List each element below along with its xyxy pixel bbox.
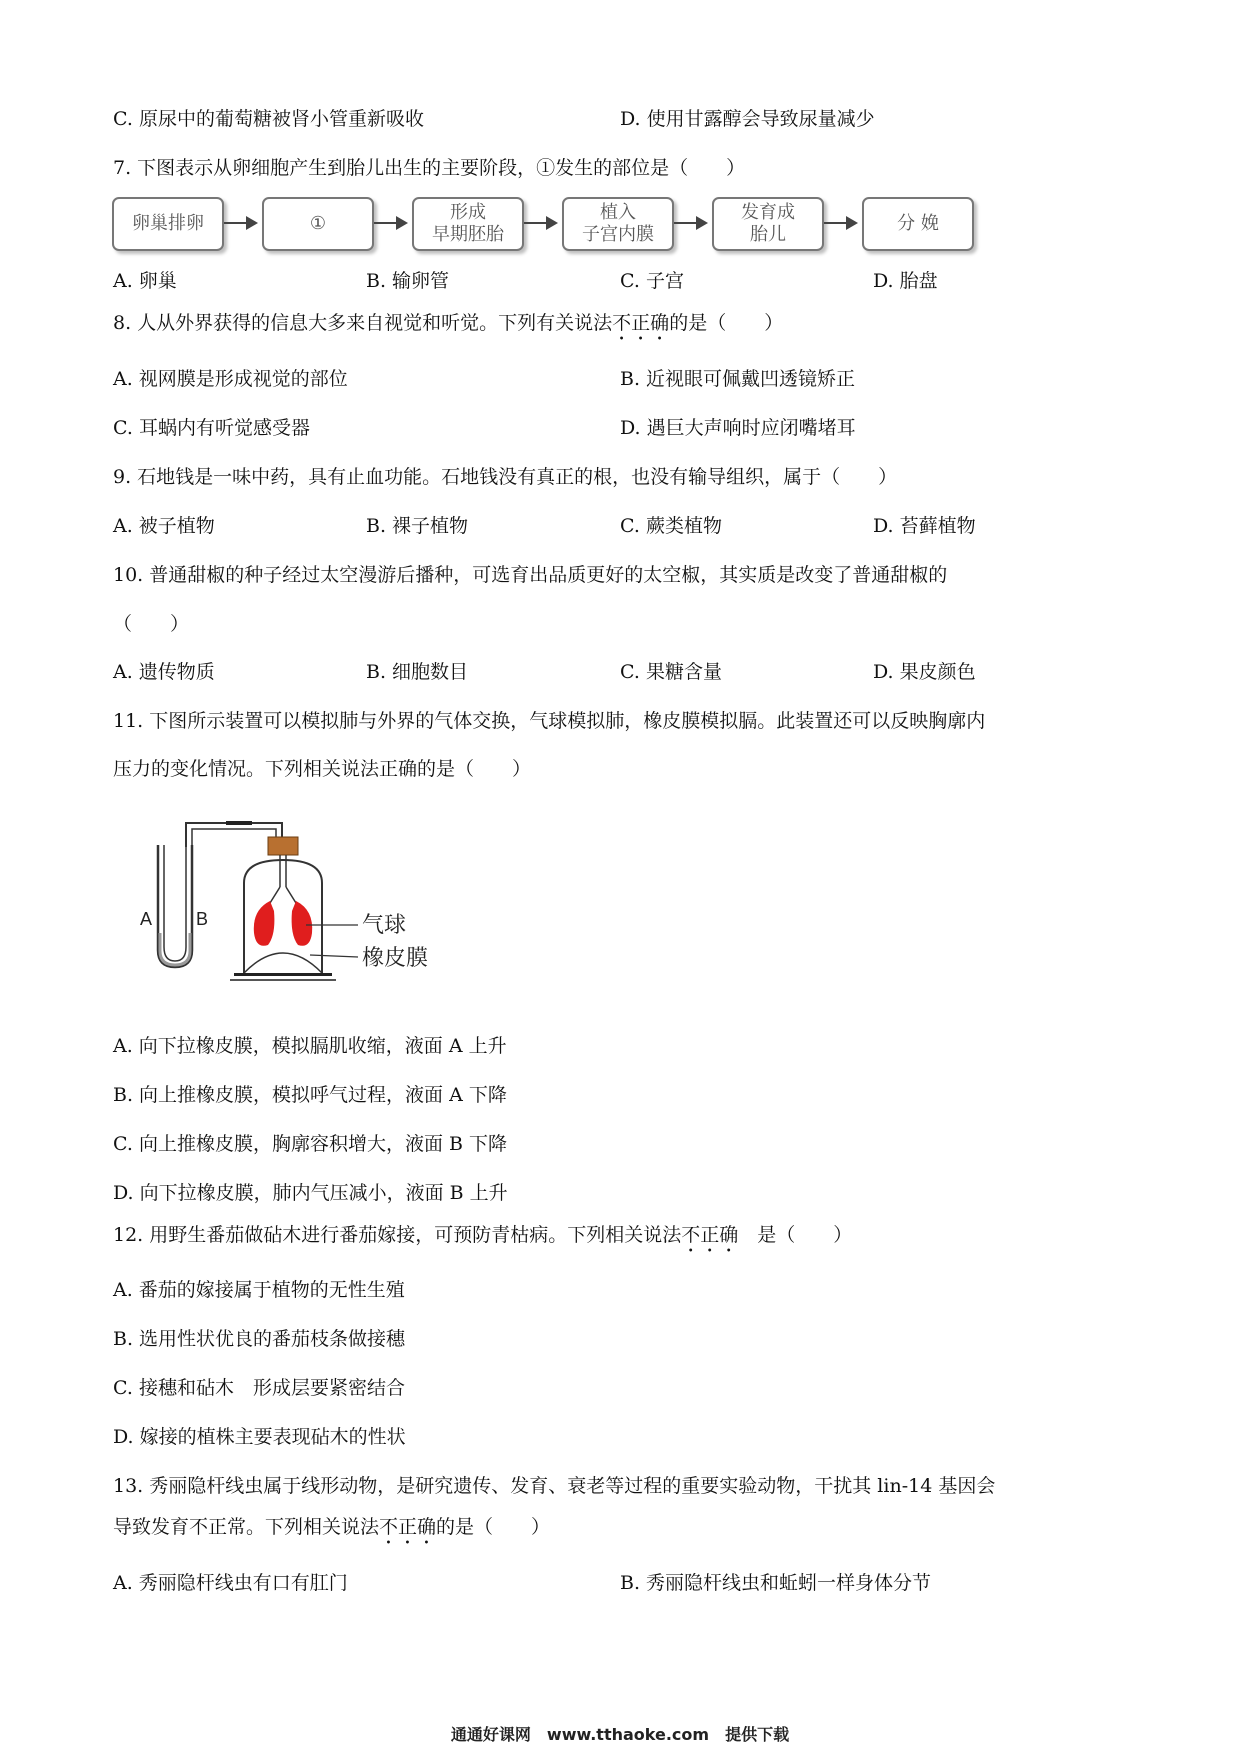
q13-option-b: B. 秀丽隐杆线虫和蚯蚓一样身体分节	[620, 1572, 932, 1594]
label-balloon: 气球	[362, 913, 407, 938]
q8-option-b: B. 近视眼可佩戴凹透镜矫正	[620, 368, 856, 390]
flow-step-implantation: 植入 子宫内膜	[562, 197, 674, 251]
flow-step-delivery: 分 娩	[862, 197, 974, 251]
q11-option-c: C. 向上推橡皮膜，胸廓容积增大，液面 B 下降	[113, 1133, 507, 1155]
q7-option-a: A. 卵巢	[113, 270, 177, 292]
q12-option-b: B. 选用性状优良的番茄枝条做接穗	[113, 1328, 406, 1350]
flow-arrow	[224, 222, 256, 224]
q7-option-c: C. 子宫	[620, 270, 684, 292]
flow-arrow	[374, 222, 406, 224]
q7-flowchart	[112, 197, 972, 253]
label-b: B	[196, 909, 209, 929]
q10-paren: （ ）	[113, 613, 190, 635]
q11-stem-line1: 11. 下图所示装置可以模拟肺与外界的气体交换，气球模拟肺，橡皮膜模拟膈。此装置还可以反映胸廓内	[113, 710, 986, 732]
q9-option-a: A. 被子植物	[113, 515, 215, 537]
page-footer: 通通好课网 www.tthaoke.com 提供下载	[450, 1725, 790, 1744]
flow-step-1: ①	[262, 197, 374, 251]
label-a: A	[140, 909, 153, 929]
q11-stem-line2: 压力的变化情况。下列相关说法正确的是（ ）	[113, 758, 532, 780]
q7-option-d: D. 胎盘	[873, 270, 938, 292]
flow-arrow	[824, 222, 856, 224]
q9-option-c: C. 蕨类植物	[620, 515, 722, 537]
q8-stem: 8. 人从外界获得的信息大多来自视觉和听觉。下列有关说法不正确的是（ ）	[113, 312, 784, 334]
q11-lung-model-figure	[130, 815, 450, 995]
q13-option-a: A. 秀丽隐杆线虫有口有肛门	[113, 1572, 348, 1594]
label-membrane: 橡皮膜	[362, 946, 429, 971]
q10-option-a: A. 遗传物质	[113, 661, 215, 683]
q10-option-b: B. 细胞数目	[366, 661, 469, 683]
flow-step-ovulation: 卵巢排卵	[112, 197, 224, 251]
q10-option-d: D. 果皮颜色	[873, 661, 976, 683]
q8-option-c: C. 耳蜗内有听觉感受器	[113, 417, 310, 439]
q9-option-b: B. 裸子植物	[366, 515, 469, 537]
q7-option-b: B. 输卵管	[366, 270, 450, 292]
q13-stem-line2: 导致发育不正常。下列相关说法不正确的是（ ）	[113, 1516, 551, 1538]
q10-option-c: C. 果糖含量	[620, 661, 722, 683]
q8-option-a: A. 视网膜是形成视觉的部位	[113, 368, 348, 390]
q12-option-a: A. 番茄的嫁接属于植物的无性生殖	[113, 1279, 405, 1301]
q8-option-d: D. 遇巨大声响时应闭嘴堵耳	[620, 417, 856, 439]
q9-stem: 9. 石地钱是一味中药，具有止血功能。石地钱没有真正的根，也没有输导组织，属于（ ）	[113, 466, 898, 488]
q6-option-c: C. 原尿中的葡萄糖被肾小管重新吸收	[113, 108, 424, 130]
q10-stem: 10. 普通甜椒的种子经过太空漫游后播种，可选育出品质更好的太空椒，其实质是改变了普通甜椒的	[113, 564, 948, 586]
q9-option-d: D. 苔藓植物	[873, 515, 976, 537]
flow-step-fetus: 发育成 胎儿	[712, 197, 824, 251]
flow-arrow	[524, 222, 556, 224]
q12-option-c: C. 接穗和砧木 形成层要紧密结合	[113, 1377, 405, 1399]
flow-arrow	[674, 222, 706, 224]
q13-stem-line1: 13. 秀丽隐杆线虫属于线形动物，是研究遗传、发育、衰老等过程的重要实验动物，干扰其 lin-14 基因会	[113, 1475, 996, 1497]
flow-step-early-embryo: 形成 早期胚胎	[412, 197, 524, 251]
q11-option-a: A. 向下拉橡皮膜，模拟膈肌收缩，液面 A 上升	[113, 1035, 507, 1057]
q6-option-d: D. 使用甘露醇会导致尿量减少	[620, 108, 875, 130]
q7-stem: 7. 下图表示从卵细胞产生到胎儿出生的主要阶段，①发生的部位是（ ）	[113, 157, 746, 179]
q12-stem: 12. 用野生番茄做砧木进行番茄嫁接，可预防青枯病。下列相关说法不正确 是（ ）	[113, 1224, 853, 1246]
q11-option-b: B. 向上推橡皮膜，模拟呼气过程，液面 A 下降	[113, 1084, 507, 1106]
q12-option-d: D. 嫁接的植株主要表现砧木的性状	[113, 1426, 406, 1448]
q11-option-d: D. 向下拉橡皮膜，肺内气压减小，液面 B 上升	[113, 1182, 508, 1204]
